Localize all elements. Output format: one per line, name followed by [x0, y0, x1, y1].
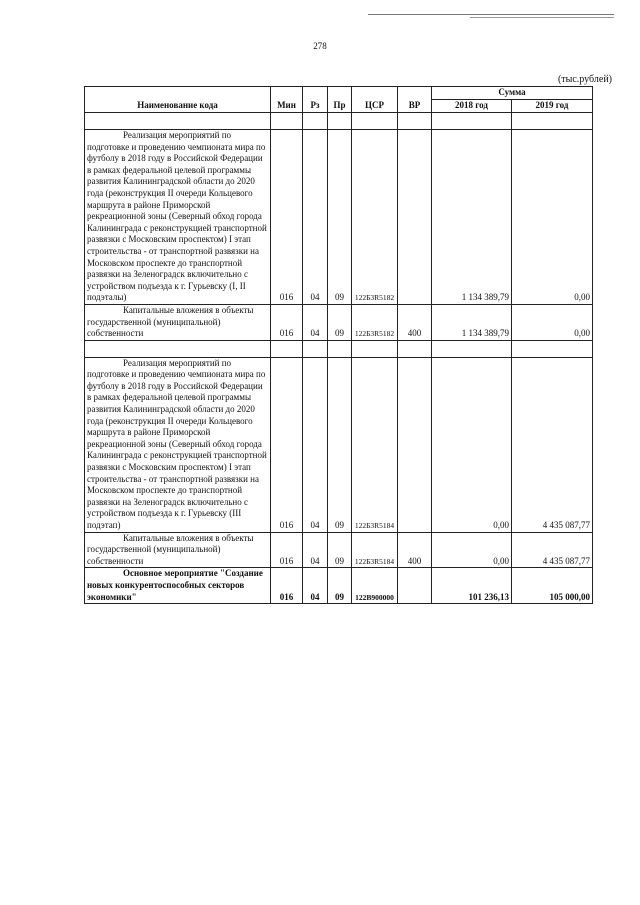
- row-2018: 1 134 389,79: [432, 304, 512, 340]
- row-2019: 0,00: [512, 304, 593, 340]
- row-csr: 122В900000: [352, 568, 398, 604]
- table-row: [85, 130, 593, 305]
- row-vr: 400: [398, 532, 432, 568]
- row-rz: 04: [303, 532, 328, 568]
- table-row: [85, 357, 593, 532]
- header-vr: ВР: [398, 87, 432, 113]
- row-2019: 4 435 087,77: [512, 357, 593, 532]
- row-csr: 122Б3R5184: [352, 357, 398, 532]
- spacer-row: [85, 340, 593, 357]
- row-pr: 09: [328, 568, 352, 604]
- header-min: Мин: [271, 87, 303, 113]
- row-rz: 04: [303, 130, 328, 305]
- row-csr: 122Б3R5182: [352, 130, 398, 305]
- row-min: 016: [271, 304, 303, 340]
- table-row: [85, 568, 593, 604]
- page-number: 278: [313, 41, 327, 51]
- header-name: Наименование кода: [85, 87, 271, 113]
- row-pr: 09: [328, 304, 352, 340]
- header-csr: ЦСР: [352, 87, 398, 113]
- row-vr: 400: [398, 304, 432, 340]
- row-rz: 04: [303, 568, 328, 604]
- table-row: [85, 532, 593, 568]
- row-2018: 0,00: [432, 532, 512, 568]
- row-2018: 0,00: [432, 357, 512, 532]
- row-2019: 105 000,00: [512, 568, 593, 604]
- table-row: [85, 304, 593, 340]
- header-2018: 2018 год: [432, 100, 512, 113]
- row-pr: 09: [328, 357, 352, 532]
- row-rz: 04: [303, 357, 328, 532]
- top-rule: [368, 14, 614, 15]
- row-rz: 04: [303, 304, 328, 340]
- header-sum: Сумма: [432, 87, 593, 100]
- header-pr: Пр: [328, 87, 352, 113]
- row-min: 016: [271, 130, 303, 305]
- units-label: (тыс.рублей): [557, 74, 612, 85]
- row-2019: 4 435 087,77: [512, 532, 593, 568]
- row-2018: 101 236,13: [432, 568, 512, 604]
- row-name: Основное мероприятие "Создание новых конкурентоспособных секторов экономики": [87, 568, 263, 602]
- row-vr: [398, 357, 432, 532]
- row-vr: [398, 130, 432, 305]
- row-vr: [398, 568, 432, 604]
- row-pr: 09: [328, 532, 352, 568]
- row-pr: 09: [328, 130, 352, 305]
- row-name: Реализация мероприятий по подготовке и проведению чемпионата мира по футболу в 2018 году в Российской Федерации в рамках федеральной целевой программы развития Калининградской области до 2020 года (реконструкция II очереди Кольцевого маршрута в районе Приморской рекреационной зоны (Северный обход города Калининграда с реконструкцией транспортной развязки с Московским проспектом) I этап строительства - от транспортной развязки на Московском проспекте до транспортной развязки на Зеленоградск включительно с устройством подъезда к г. Гурьевску (III подэтап): [87, 357, 267, 530]
- header-rz: Рз: [303, 87, 328, 113]
- row-min: 016: [271, 532, 303, 568]
- budget-table: [84, 86, 593, 604]
- row-csr: 122Б3R5182: [352, 304, 398, 340]
- header-2019: 2019 год: [512, 100, 593, 113]
- row-2019: 0,00: [512, 130, 593, 305]
- row-2018: 1 134 389,79: [432, 130, 512, 305]
- row-min: 016: [271, 357, 303, 532]
- row-name: Капитальные вложения в объекты государственной (муниципальной) собственности: [87, 304, 254, 339]
- row-name: Реализация мероприятий по подготовке и проведению чемпионата мира по футболу в 2018 году в Российской Федерации в рамках федеральной целевой программы развития Калининградской области до 2020 года (реконструкция II очереди Кольцевого маршрута в районе Приморской рекреационной зоны (Северный обход города Калининграда с реконструкцией транспортной развязки с Московским проспектом) I этап строительства - от транспортной развязки на Московском проспекте до транспортной развязки на Зеленоградск включительно с устройством подъезда к г. Гурьевску (I, II подэталы): [87, 130, 267, 303]
- top-rule-short: [470, 17, 614, 18]
- row-min: 016: [271, 568, 303, 604]
- row-name: Капитальные вложения в объекты государственной (муниципальной) собственности: [87, 532, 254, 566]
- spacer-row: [85, 113, 593, 130]
- row-csr: 122Б3R5184: [352, 532, 398, 568]
